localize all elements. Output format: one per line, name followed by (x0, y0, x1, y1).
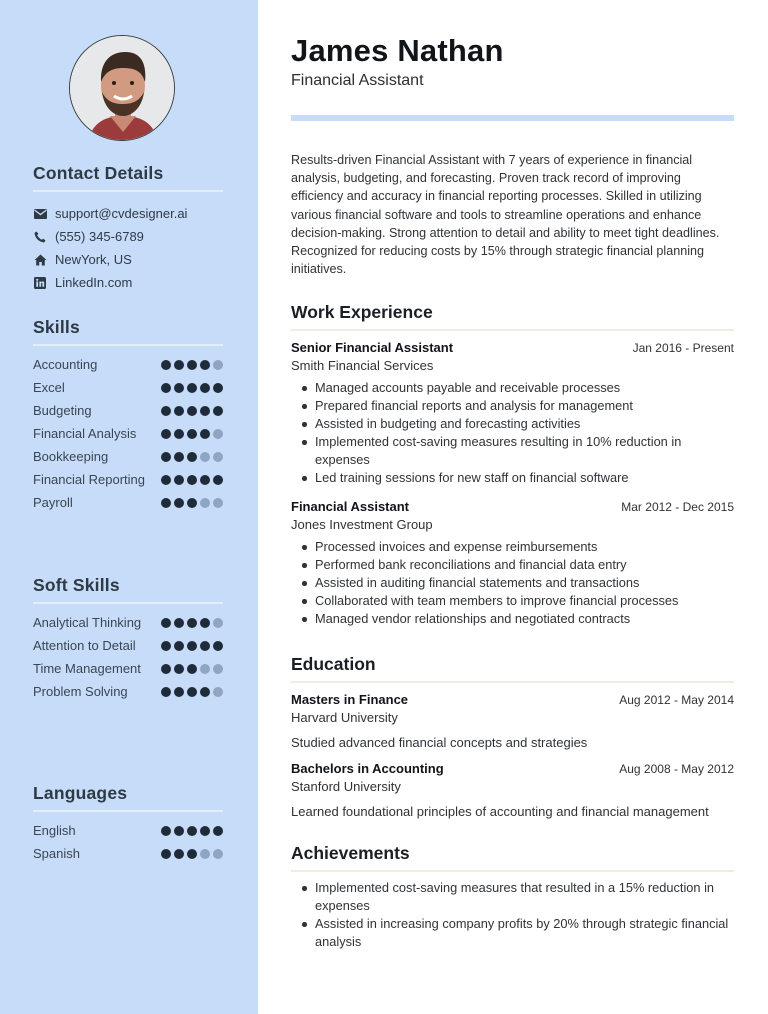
skill-row (33, 845, 223, 863)
rating-dot-filled (161, 849, 171, 859)
linkedin-icon (33, 276, 47, 290)
contact-email[interactable] (33, 202, 223, 225)
languages-section (33, 783, 223, 868)
email-text: support@cvdesigner.ai (55, 206, 188, 221)
profile-photo (70, 36, 175, 141)
list-item: Managed vendor relationships and negotiated contracts (291, 610, 734, 628)
skill-row (33, 683, 223, 701)
skill-name: Accounting (33, 357, 98, 372)
list-item: Performed bank reconciliations and financial data entry (291, 556, 734, 574)
rating-dot-filled (187, 826, 197, 836)
education-entry (291, 761, 734, 819)
skill-name: Bookkeeping (33, 449, 109, 464)
soft-skills-heading: Soft Skills (33, 575, 223, 604)
school: Stanford University (291, 779, 401, 794)
rating-dot-filled (200, 687, 210, 697)
job-bullets (291, 379, 734, 487)
phone-text: (555) 345-6789 (55, 229, 144, 244)
rating-dot-filled (187, 498, 197, 508)
rating-dot-filled (174, 687, 184, 697)
skill-name: Spanish (33, 846, 80, 861)
rating-dot-filled (174, 618, 184, 628)
rating-dot-filled (200, 383, 210, 393)
skill-rating (161, 498, 223, 508)
skill-row (33, 494, 223, 512)
skill-rating (161, 664, 223, 674)
degree: Bachelors in Accounting (291, 761, 444, 776)
rating-dot-filled (161, 664, 171, 674)
education-description: Studied advanced financial concepts and strategies (291, 735, 588, 750)
skill-name: Attention to Detail (33, 638, 136, 653)
rating-dot-filled (200, 826, 210, 836)
rating-dot-filled (200, 618, 210, 628)
rating-dot-empty (200, 664, 210, 674)
rating-dot-filled (174, 641, 184, 651)
rating-dot-filled (213, 406, 223, 416)
rating-dot-filled (161, 429, 171, 439)
skill-name: Analytical Thinking (33, 615, 142, 630)
skill-rating (161, 849, 223, 859)
skill-rating (161, 452, 223, 462)
rating-dot-filled (187, 406, 197, 416)
job-company: Jones Investment Group (291, 517, 433, 532)
skill-name: Time Management (33, 661, 141, 676)
skill-name: Payroll (33, 495, 73, 510)
skill-rating (161, 475, 223, 485)
sidebar (0, 0, 258, 1014)
job-entry (291, 340, 734, 487)
phone-icon (33, 230, 47, 244)
rating-dot-filled (200, 475, 210, 485)
skill-rating (161, 406, 223, 416)
accent-bar (291, 115, 734, 121)
achievements-heading: Achievements (291, 843, 734, 872)
rating-dot-filled (161, 618, 171, 628)
list-item: Assisted in budgeting and forecasting activities (291, 415, 734, 433)
skill-row (33, 356, 223, 374)
list-item: Implemented cost-saving measures resulting in 10% reduction in expenses (291, 433, 734, 469)
rating-dot-filled (161, 360, 171, 370)
education-dates: Aug 2008 - May 2012 (619, 762, 734, 776)
skill-rating (161, 641, 223, 651)
rating-dot-filled (187, 475, 197, 485)
list-item: Managed accounts payable and receivable processes (291, 379, 734, 397)
rating-dot-empty (200, 452, 210, 462)
rating-dot-filled (174, 429, 184, 439)
skill-name: Financial Reporting (33, 472, 146, 487)
list-item: Collaborated with team members to improve financial processes (291, 592, 734, 610)
skills-heading: Skills (33, 317, 223, 346)
rating-dot-filled (187, 452, 197, 462)
skill-row (33, 614, 223, 632)
list-item: Assisted in increasing company profits by 20% through strategic financial analysis (291, 915, 734, 951)
skill-rating (161, 826, 223, 836)
education-description: Learned foundational principles of accounting and financial management (291, 804, 709, 819)
education-heading: Education (291, 654, 734, 683)
skill-row (33, 660, 223, 678)
contact-phone[interactable] (33, 225, 223, 248)
rating-dot-filled (200, 429, 210, 439)
rating-dot-filled (174, 849, 184, 859)
work-experience-heading: Work Experience (291, 302, 734, 331)
rating-dot-filled (161, 641, 171, 651)
rating-dot-filled (200, 360, 210, 370)
languages-heading: Languages (33, 783, 223, 812)
school: Harvard University (291, 710, 398, 725)
rating-dot-filled (174, 452, 184, 462)
skill-row (33, 822, 223, 840)
rating-dot-filled (187, 360, 197, 370)
rating-dot-filled (213, 383, 223, 393)
rating-dot-filled (161, 383, 171, 393)
rating-dot-empty (200, 849, 210, 859)
candidate-name: James Nathan (291, 33, 504, 68)
contact-heading: Contact Details (33, 163, 223, 192)
location-text: NewYork, US (55, 252, 132, 267)
job-dates: Jan 2016 - Present (632, 341, 734, 355)
rating-dot-empty (213, 452, 223, 462)
avatar (69, 35, 175, 141)
rating-dot-filled (174, 826, 184, 836)
contact-linkedin[interactable] (33, 271, 223, 294)
rating-dot-filled (161, 826, 171, 836)
soft-skills-section (33, 575, 223, 706)
skill-row (33, 448, 223, 466)
candidate-title: Financial Assistant (291, 72, 424, 89)
rating-dot-filled (174, 360, 184, 370)
skill-row (33, 379, 223, 397)
list-item: Processed invoices and expense reimbursements (291, 538, 734, 556)
rating-dot-filled (187, 849, 197, 859)
contact-section (33, 163, 223, 294)
rating-dot-filled (161, 687, 171, 697)
job-role: Financial Assistant (291, 499, 409, 514)
skill-rating (161, 687, 223, 697)
list-item: Implemented cost-saving measures that resulted in a 15% reduction in expenses (291, 879, 734, 915)
rating-dot-filled (187, 383, 197, 393)
rating-dot-filled (213, 475, 223, 485)
rating-dot-filled (213, 641, 223, 651)
skills-section (33, 317, 223, 517)
rating-dot-filled (174, 475, 184, 485)
job-role: Senior Financial Assistant (291, 340, 454, 355)
skill-row (33, 402, 223, 420)
skill-row (33, 425, 223, 443)
rating-dot-empty (200, 498, 210, 508)
rating-dot-filled (200, 406, 210, 416)
rating-dot-filled (161, 406, 171, 416)
skill-rating (161, 360, 223, 370)
rating-dot-filled (187, 687, 197, 697)
skill-rating (161, 618, 223, 628)
rating-dot-filled (161, 452, 171, 462)
rating-dot-filled (187, 641, 197, 651)
envelope-icon (33, 207, 47, 221)
rating-dot-empty (213, 687, 223, 697)
rating-dot-empty (213, 360, 223, 370)
skill-rating (161, 383, 223, 393)
list-item: Prepared financial reports and analysis for management (291, 397, 734, 415)
job-entry (291, 499, 734, 628)
linkedin-text: LinkedIn.com (55, 275, 133, 290)
degree: Masters in Finance (291, 692, 409, 707)
rating-dot-empty (213, 664, 223, 674)
rating-dot-filled (187, 429, 197, 439)
skill-row (33, 637, 223, 655)
job-dates: Mar 2012 - Dec 2015 (621, 500, 734, 514)
rating-dot-filled (161, 498, 171, 508)
rating-dot-filled (161, 475, 171, 485)
skill-name: English (33, 823, 76, 838)
job-bullets (291, 538, 734, 628)
education-entry (291, 692, 734, 750)
skill-name: Excel (33, 380, 65, 395)
rating-dot-filled (174, 406, 184, 416)
list-item: Assisted in auditing financial statements and transactions (291, 574, 734, 592)
skill-rating (161, 429, 223, 439)
rating-dot-filled (200, 641, 210, 651)
home-icon (33, 253, 47, 267)
rating-dot-filled (174, 498, 184, 508)
summary: Results-driven Financial Assistant with 7 years of experience in financial analysis, budgeting, and forecasting. Proven track record of improving efficiency and accuracy in financial reporting processes. Skilled in utilizing various financial software and tools to streamline operations and enhance decision-making. Strong attention to detail and ability to meet tight deadlines. Recognized for reducing costs by 15% through strategic financial planning initiatives. (291, 153, 720, 277)
contact-location (33, 248, 223, 271)
rating-dot-empty (213, 618, 223, 628)
rating-dot-empty (213, 849, 223, 859)
job-company: Smith Financial Services (291, 358, 434, 373)
skill-name: Budgeting (33, 403, 92, 418)
rating-dot-filled (213, 826, 223, 836)
rating-dot-filled (187, 618, 197, 628)
rating-dot-filled (174, 664, 184, 674)
rating-dot-empty (213, 429, 223, 439)
skill-row (33, 471, 223, 489)
skill-name: Problem Solving (33, 684, 128, 699)
rating-dot-filled (187, 664, 197, 674)
skill-name: Financial Analysis (33, 426, 137, 441)
achievements-list (291, 873, 734, 951)
rating-dot-empty (213, 498, 223, 508)
rating-dot-filled (174, 383, 184, 393)
list-item: Led training sessions for new staff on financial software (291, 469, 734, 487)
education-dates: Aug 2012 - May 2014 (619, 693, 734, 707)
